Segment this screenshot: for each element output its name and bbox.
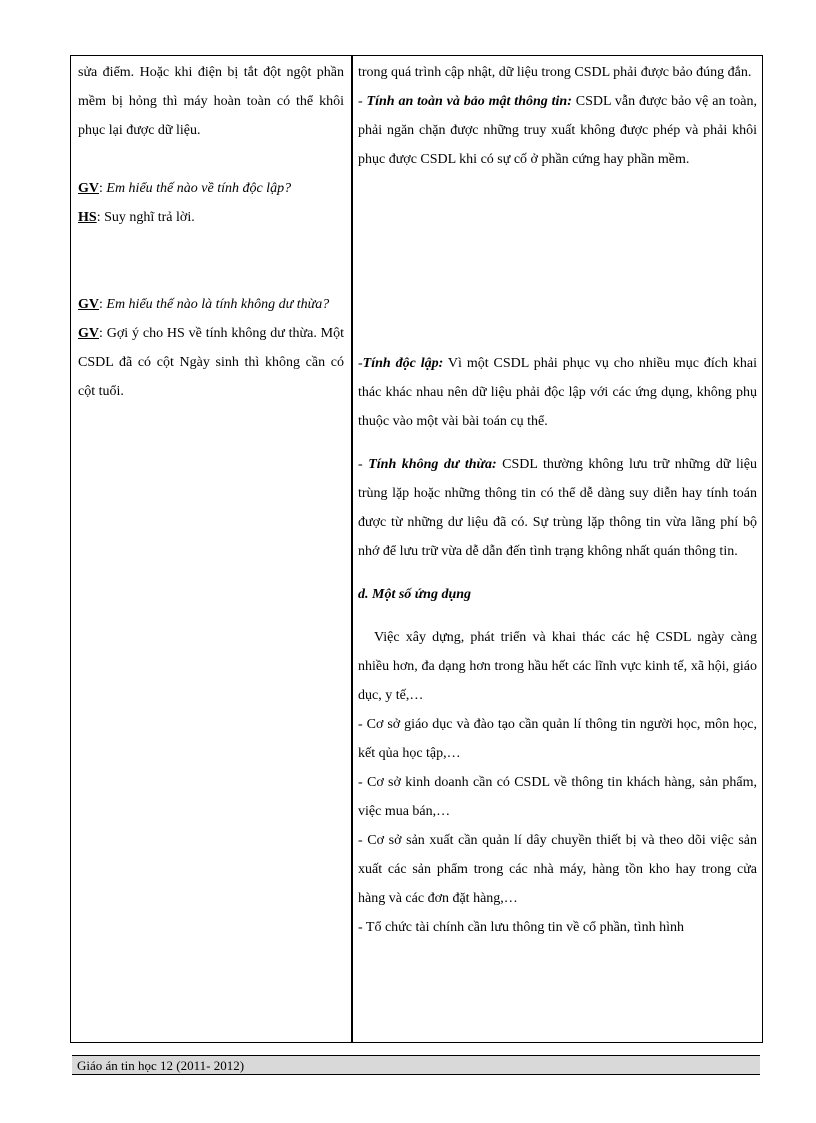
bullet-dash: -: [358, 356, 363, 371]
teacher-hint: [78, 319, 344, 406]
nonredundancy-paragraph: [358, 450, 757, 566]
teacher-student-column: [78, 58, 344, 406]
speaker-separator: :: [96, 210, 105, 225]
column-divider: [351, 56, 353, 1042]
independence-text: Vì một CSDL phải phục vụ cho nhiều mục đích khai thác khác nhau nên dữ liệu phải độc lập với các ứng dụng, không phụ thuộc vào một vài bài toán cụ thể.: [358, 356, 758, 429]
independence-paragraph: [358, 349, 757, 436]
speaker-label: GV: [78, 181, 99, 196]
application-production: - Cơ sở sản xuất cần quản lí dây chuyền thiết bị và theo dõi việc sản xuất các sản phẩm trong các nhà máy, hàng tồn kho hay trong cửa hàng và các đơn đặt hàng,…: [358, 833, 757, 906]
safety-paragraph: [358, 87, 757, 174]
answer-text: Suy nghĩ trả lời.: [104, 210, 195, 225]
nonredundancy-text: CSDL thường không lưu trữ những dữ liệu trùng lặp hoặc những thông tin có thể dễ dàng suy diễn hay tính toán được từ những dư liệu đã có. Sự trùng lặp thông tin vừa lãng phí bộ nhớ để lưu trữ vừa dễ dẫn đến tình trạng không nhất quán thông tin.: [358, 457, 758, 559]
independence-title: Tính độc lập:: [362, 356, 444, 371]
student-answer: [78, 203, 344, 232]
bullet-dash: -: [358, 94, 367, 109]
safety-title: Tính an toàn và bảo mật thông tin:: [366, 94, 572, 109]
application-business: - Cơ sở kinh doanh cần có CSDL về thông tin khách hàng, sản phẩm, việc mua bán,…: [358, 775, 757, 819]
applications-intro: Việc xây dựng, phát triển và khai thác các hệ CSDL ngày càng nhiều hơn, đa dạng hơn trong hầu hết các lĩnh vực kinh tế, xã hội, giáo dục, y tế,…: [358, 630, 757, 703]
footer-text: Giáo án tin học 12 (2011- 2012): [77, 1058, 245, 1073]
content-column: [358, 58, 757, 942]
lesson-table: [70, 55, 763, 1043]
bullet-dash: -: [358, 457, 369, 472]
hint-text: Gợi ý cho HS về tính không dư thừa. Một CSDL đã có cột Ngày sinh thì không cần có cột tuổi.: [78, 326, 345, 399]
speaker-separator: :: [99, 326, 107, 341]
speaker-label: GV: [78, 297, 99, 312]
speaker-label: GV: [78, 326, 99, 341]
teacher-question-independence: [78, 174, 344, 203]
question-text: Em hiểu thế nào về tính độc lập?: [106, 181, 292, 196]
teacher-question-nonredundancy: [78, 290, 344, 319]
speaker-separator: :: [99, 297, 107, 312]
application-finance: - Tổ chức tài chính cần lưu thông tin về cổ phần, tình hình: [358, 920, 684, 935]
safety-text: CSDL vẫn được bảo vệ an toàn, phải ngăn chặn được những truy xuất không được phép và phải khôi phục được CSDL khi có sự cố ở phần cứng hay phần mềm.: [358, 94, 757, 167]
application-education: - Cơ sở giáo dục và đào tạo cần quản lí thông tin người học, môn học, kết qủa học tập,…: [358, 717, 757, 761]
section-heading-d: d. Một số ứng dụng: [358, 587, 472, 602]
right-paragraph-1: trong quá trình cập nhật, dữ liệu trong CSDL phải được bảo đúng đắn.: [358, 65, 752, 80]
speaker-label: HS: [78, 210, 97, 225]
page-footer: [72, 1055, 760, 1075]
speaker-separator: :: [99, 181, 107, 196]
nonredundancy-title: Tính không dư thừa:: [368, 457, 497, 472]
left-paragraph-1: sửa điểm. Hoặc khi điện bị tắt đột ngột phần mềm bị hỏng thì máy hoàn toàn có thể khôi phục lại được dữ liệu.: [78, 65, 344, 138]
question-text: Em hiểu thế nào là tính không dư thừa?: [106, 297, 330, 312]
